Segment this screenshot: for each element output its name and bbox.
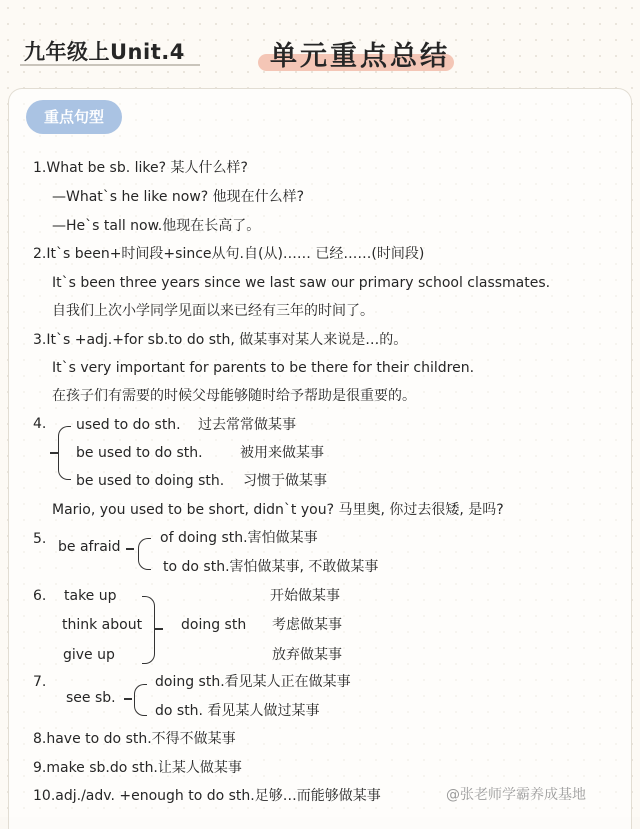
unit-label: 九年级上Unit.4: [24, 40, 185, 64]
item-3-translation: 在孩子们有需要的时候父母能够随时给予帮助是很重要的。: [52, 388, 416, 404]
item-5-option-1: of doing sth.害怕做某事: [160, 530, 318, 546]
item-4-meaning-3: 习惯于做某事: [243, 473, 327, 489]
item-6-middle: doing sth: [181, 617, 247, 633]
item-8-pattern: 8.have to do sth.不得不做某事: [33, 731, 236, 747]
item-6-meaning-2: 考虑做某事: [272, 617, 342, 633]
item-4-meaning-2: 被用来做某事: [240, 445, 324, 461]
item-5-connector: [126, 548, 134, 550]
item-7-connector: [124, 698, 132, 700]
item-7-number: 7.: [33, 674, 47, 690]
item-6-brace-tick: [155, 628, 163, 630]
item-1-question: —What`s he like now? 他现在什么样?: [52, 189, 305, 205]
item-2-pattern: 2.It`s been+时间段+since从句.自(从)…… 已经……(时间段): [33, 246, 425, 262]
item-6-meaning-1: 开始做某事: [270, 588, 340, 604]
item-6-meaning-3: 放弃做某事: [272, 647, 342, 663]
item-1-pattern: 1.What be sb. like? 某人什么样?: [33, 160, 248, 176]
item-7-head: see sb.: [66, 690, 116, 706]
item-6-verb-1: take up: [64, 588, 117, 604]
item-5-number: 5.: [33, 531, 47, 547]
item-4-option-1: used to do sth.: [76, 417, 181, 433]
item-5-head: be afraid: [58, 539, 121, 555]
item-4-example: Mario, you used to be short, didn`t you? 马里奥, 你过去很矮, 是吗?: [52, 502, 504, 518]
item-7-brace: [134, 684, 147, 716]
item-6-right-brace: [142, 596, 155, 664]
item-4-meaning-1: 过去常常做某事: [198, 417, 296, 433]
item-2-translation: 自我们上次小学同学见面以来已经有三年的时间了。: [52, 303, 374, 319]
item-6-verb-2: think about: [62, 617, 143, 633]
item-4-brace-tick: [50, 452, 58, 454]
item-4-option-3: be used to doing sth.: [76, 473, 225, 489]
item-3-pattern: 3.It`s +adj.+for sb.to do sth, 做某事对某人来说是…的。: [33, 332, 408, 348]
page-title: 单元重点总结: [270, 41, 450, 72]
item-5-option-2: to do sth.害怕做某事, 不敢做某事: [163, 559, 379, 575]
item-3-example: It`s very important for parents to be there for their children.: [52, 360, 475, 376]
section-badge: 重点句型: [26, 100, 122, 134]
item-6-verb-3: give up: [63, 647, 115, 663]
item-6-number: 6.: [33, 588, 47, 604]
item-4-number: 4.: [33, 416, 47, 432]
item-4-option-2: be used to do sth.: [76, 445, 203, 461]
item-9-pattern: 9.make sb.do sth.让某人做某事: [33, 760, 242, 776]
item-4-brace: [58, 426, 71, 480]
item-7-option-2: do sth. 看见某人做过某事: [155, 703, 320, 719]
item-1-answer: —He`s tall now.他现在长高了。: [52, 218, 261, 234]
item-2-example: It`s been three years since we last saw our primary school classmates.: [52, 275, 551, 291]
item-7-option-1: doing sth.看见某人正在做某事: [155, 674, 351, 690]
item-10-pattern: 10.adj./adv. +enough to do sth.足够…而能够做某事: [33, 788, 381, 804]
item-5-brace: [138, 538, 151, 570]
unit-underline: [20, 64, 200, 66]
watermark: @张老师学霸养成基地: [446, 787, 586, 803]
